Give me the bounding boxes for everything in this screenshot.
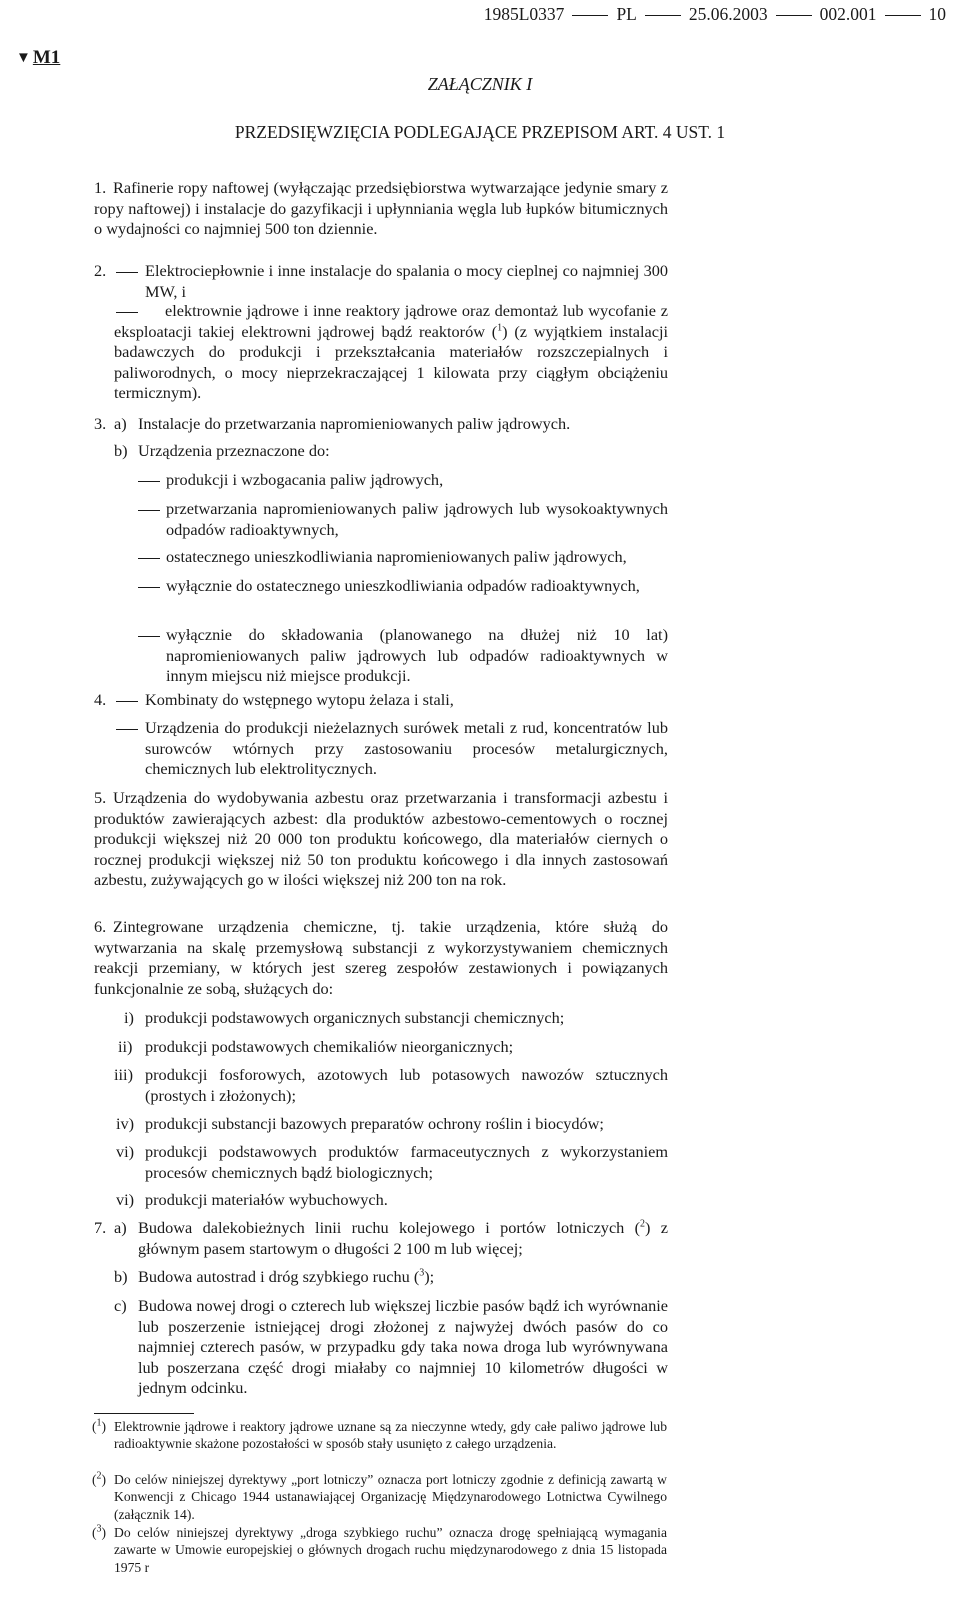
dash [114, 690, 144, 711]
amendment-marker[interactable] [16, 47, 60, 69]
footnote-ref-3[interactable]: 3 [419, 1267, 425, 1279]
doc-language: PL [616, 4, 637, 24]
item-7a-after: ) z głównym pasem startowym o długości 2 100 m lub więcej; [138, 1218, 669, 1258]
item-6-sub-i: produkcji podstawowych organicznych substancji chemicznych; [145, 1008, 565, 1027]
running-header [484, 4, 946, 25]
item-1-text: Rafinerie ropy naftowej (wyłączając przedsiębiorstwa wytwarzające jedynie smary z ropy naftowej) i instalacje do gazyfikacji i upłynniania węgla lub łupków bitumicznych o wydajności co najmniej 500 ton dziennie. [94, 178, 668, 239]
item-7b-text [138, 1267, 434, 1288]
header-separator [885, 15, 921, 16]
footnote-marker: ($^1$) [92, 1417, 107, 1434]
dash [136, 625, 166, 646]
item-number: 7. [94, 1218, 107, 1237]
item-number: 1. [94, 178, 107, 197]
item-6-text: Zintegrowane urządzenia chemiczne, tj. takie urządzenia, które służą do wytwarzania na skalę przemysłową substancji z wykorzystywaniem chemicznych reakcji przemiany, w których jest szereg zespołów zestawionych i powiązanych funkcjonalnie ze sobą, służących do: [94, 917, 668, 998]
item-2-dash-after: ) (z wyjątkiem instalacji badawczych do produkcji i przekształcania materiałów rozszczepialnych i paliworodnych, o mocy nieprzekraczającej 1 kilowata przy ciągłym obciążeniu termicznym). [114, 321, 668, 403]
footnote-marker: ($^2$) [92, 1470, 107, 1487]
em-dash [116, 729, 138, 730]
sub-label: iv) [116, 1114, 135, 1133]
dash [136, 470, 166, 491]
item-3b-text: Urządzenia przeznaczone do: [138, 441, 330, 460]
em-dash [138, 636, 160, 637]
dash [136, 499, 166, 520]
sub-label: c) [114, 1296, 127, 1315]
em-dash [116, 701, 138, 702]
sub-label: i) [124, 1008, 134, 1027]
item-3a-text: Instalacje do przetwarzania napromieniowanych paliw jądrowych. [138, 414, 571, 433]
item-number: 3. [94, 414, 107, 433]
item-4-text: Kombinaty do wstępnego wytopu żelaza i stali, [145, 690, 454, 709]
footnote-number: 3 [96, 1523, 102, 1535]
amendment-marker-label[interactable]: M1 [32, 47, 61, 68]
item-3b-dash-2: przetwarzania napromieniowanych paliw jądrowych lub wysokoaktywnych odpadów radioaktywnych, [166, 499, 668, 539]
header-separator [572, 15, 608, 16]
sub-label: ii) [118, 1037, 133, 1056]
item-2-text: Elektrociepłownie i inne instalacje do spalania o mocy cieplnej co najmniej 300 MW, i [145, 261, 668, 301]
footnote-number: 2 [96, 1470, 102, 1482]
header-separator [645, 15, 681, 16]
sub-label: vi) [116, 1142, 135, 1161]
item-7b-after: ); [424, 1267, 435, 1286]
header-separator [776, 15, 812, 16]
triangle-down-icon: ▼ [16, 50, 31, 66]
dash [114, 261, 144, 282]
em-dash [116, 272, 138, 273]
em-dash [138, 587, 160, 588]
item-number: 5. [94, 788, 107, 807]
footnote-3-text: Do celów niniejszej dyrektywy „droga szybkiego ruchu” oznacza drogę spełniającą wymagania zawarte w Umowie europejskiej o głównych drogach ruchu międzynarodowego z dnia 15 listopada 1975 r [114, 1525, 667, 1575]
sub-label: vi) [116, 1190, 135, 1209]
doc-version: 002.001 [819, 4, 877, 24]
sub-label: a) [114, 414, 127, 433]
doc-id: 1985L0337 [483, 4, 565, 24]
footnote-marker: ($^3$) [92, 1523, 107, 1540]
item-6-sub-v: produkcji podstawowych produktów farmaceutycznych z wykorzystaniem procesów chemicznych bądź biologicznych; [145, 1142, 668, 1182]
footnote-number: 1 [96, 1417, 102, 1429]
item-7a-before: Budowa dalekobieżnych linii ruchu kolejowego i portów lotniczych ( [138, 1218, 641, 1237]
dash [136, 576, 166, 597]
item-number: 6. [94, 917, 107, 936]
main-title: PRZEDSIĘWZIĘCIA PODLEGAJĄCE PRZEPISOM ART. 4 UST. 1 [234, 122, 726, 142]
page-number: 10 [928, 4, 946, 24]
footnote-2-text: Do celów niniejszej dyrektywy „port lotniczy” oznacza port lotniczy zgodnie z definicją zawartą w Konwencji z Chicago 1944 ustanawiającej Organizację Międzynarodowego Lotnictwa Cywilnego (załącznik 14). [114, 1472, 667, 1522]
item-7b-before: Budowa autostrad i dróg szybkiego ruchu ( [138, 1267, 420, 1286]
annex-title: ZAŁĄCZNIK I [427, 74, 533, 94]
sub-label: b) [114, 1267, 128, 1286]
item-3b-dash-4: wyłącznie do ostatecznego unieszkodliwiania odpadów radioaktywnych, [166, 576, 640, 595]
item-7c-text: Budowa nowej drogi o czterech lub większej liczbie pasów bądź ich wyrównanie lub poszerzenie istniejącej drogi złożonej z najwyżej dwóch pasów do co najmniej czterech pasów, w przypadku gdy taka nowa droga lub wyrównywana lub poszerzana część drogi miałaby co najmniej 10 kilometrów długości w jednym odcinku. [138, 1296, 668, 1398]
item-number: 4. [94, 690, 107, 709]
item-6-sub-vi: produkcji materiałów wybuchowych. [145, 1190, 388, 1209]
item-2-dash-before: elektrownie jądrowe i inne reaktory jądrowe oraz demontaż lub wycofanie z eksploatacji takiej elektrowni jądrowej bądź reaktorów ( [114, 301, 668, 341]
em-dash [138, 481, 160, 482]
item-4-dash: Urządzenia do produkcji nieżelaznych surówek metali z rud, koncentratów lub surowców wtórnych przy zastosowaniu procesów metalurgicznych, chemicznych lub elektrolitycznych. [145, 718, 668, 779]
item-6-sub-iv: produkcji substancji bazowych preparatów ochrony roślin i biocydów; [145, 1114, 604, 1133]
footnote-separator [94, 1413, 194, 1414]
item-2-dash-text [114, 301, 668, 404]
item-6-sub-iii: produkcji fosforowych, azotowych lub potasowych nawozów sztucznych (prostych i złożonych); [145, 1065, 668, 1105]
item-3b-dash-3: ostatecznego unieszkodliwiania napromieniowanych paliw jądrowych, [166, 547, 627, 566]
item-number: 2. [94, 261, 107, 280]
footnote-ref-2[interactable]: 2 [640, 1218, 646, 1230]
item-6-sub-ii: produkcji podstawowych chemikaliów nieorganicznych; [145, 1037, 514, 1056]
item-3b-dash-5: wyłącznie do składowania (planowanego na dłużej niż 10 lat) napromieniowanych paliw jądrowych lub odpadów radioaktywnych w innym miejscu niż miejsce produkcji. [166, 625, 668, 686]
footnote-1-text: Elektrownie jądrowe i reaktory jądrowe uznane są za nieczynne wtedy, gdy całe paliwo jądrowe lub radioaktywnie skażone pozostałości w sposób stały usunięto z całego urządzenia. [114, 1419, 667, 1452]
dash [114, 718, 144, 739]
em-dash [138, 558, 160, 559]
item-5-text: Urządzenia do wydobywania azbestu oraz przetwarzania i transformacji azbestu i produktów zawierających azbest: dla produktów azbestowo-cementowych o rocznej produkcji większej niż 20 000 ton produktu końcowego, dla materiałów ciernych o rocznej produkcji większej niż 50 ton produktu końcowego i dla innych zastosowań azbestu, zużywających go w ilości większej niż 200 ton na rok. [94, 788, 668, 890]
sub-label: iii) [114, 1065, 133, 1084]
item-3b-dash-1: produkcji i wzbogacania paliw jądrowych, [166, 470, 444, 489]
doc-date: 25.06.2003 [688, 4, 768, 24]
sub-label: a) [114, 1218, 127, 1237]
footnote-ref-1[interactable]: 1 [497, 322, 503, 334]
sub-label: b) [114, 441, 128, 460]
dash [136, 547, 166, 568]
item-7a-text [116, 1218, 668, 1259]
em-dash [138, 510, 160, 511]
